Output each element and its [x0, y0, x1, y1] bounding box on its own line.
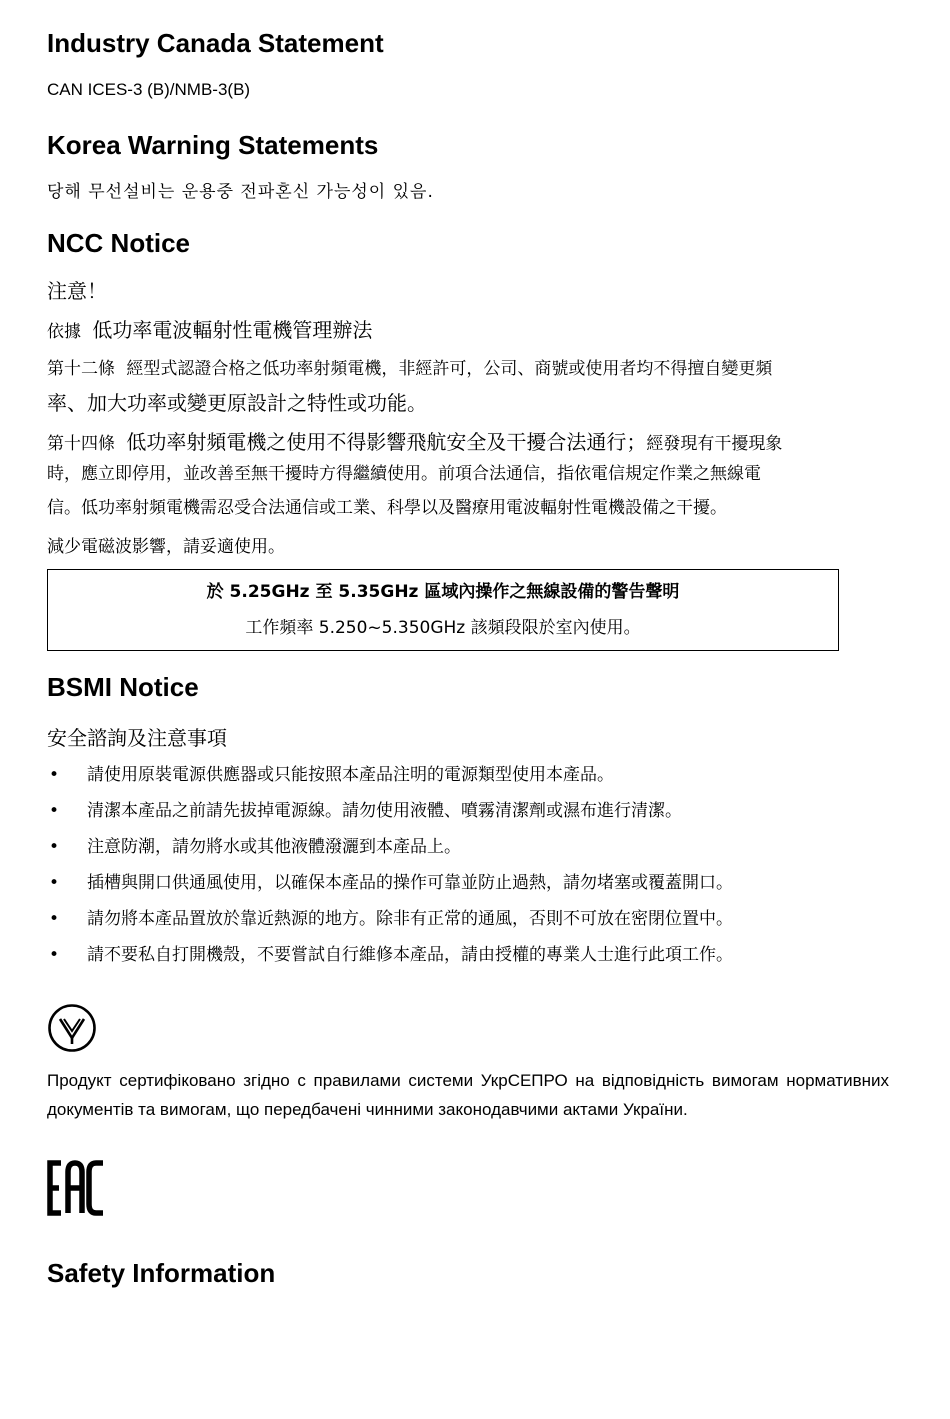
industry-canada-text: CAN ICES-3 (B)/NMB-3(B) [47, 80, 251, 99]
eac-mark-label [107, 1160, 108, 1161]
korea-text: 당해 무선설비는 운용중 전파혼신 가능성이 있음. [47, 182, 434, 202]
ncc-article12-line2: 率、加大功率或變更原設計之特性或功能。 [47, 391, 427, 415]
ncc-regulation [47, 314, 372, 347]
safety-heading: Safety Information [47, 1258, 276, 1288]
bullet-icon: • [49, 837, 60, 857]
ncc-article14-line3: 信。低功率射頻電機需忍受合法通信或工業、科學以及醫療用電波輻射性電機設備之干擾。 [47, 498, 727, 518]
list-item: • 清潔本產品之前請先拔掉電源線。請勿使用液體、噴霧清潔劑或濕布進行清潔。 [47, 793, 889, 829]
list-item: • 插槽與開口供通風使用，以確保本產品的操作可靠並防止過熱，請勿堵塞或覆蓋開口。 [47, 865, 889, 901]
eac-mark-icon [47, 1160, 107, 1216]
list-item: • 請勿將本產品置放於靠近熱源的地方。除非有正常的通風，否則不可放在密閉位置中。 [47, 901, 889, 937]
ncc-box-text: 工作頻率 5.250~5.350GHz 該頻段限於室內使用。 [245, 618, 641, 638]
ncc-reduce-text: 減少電磁波影響，請妥適使用。 [47, 537, 285, 557]
ncc-heading: NCC Notice [47, 228, 191, 258]
list-item: • 注意防潮，請勿將水或其他液體潑灑到本產品上。 [47, 829, 889, 865]
bsmi-list [47, 757, 889, 973]
bullet-icon: • [49, 801, 60, 821]
bsmi-heading: BSMI Notice [47, 672, 199, 702]
ncc-article12-head: 第十二條 [47, 359, 115, 379]
ncc-article12-line1: 第十二條 經型式認證合格之低功率射頻電機，非經許可，公司、商號或使用者均不得擅自變更頻 [47, 359, 773, 379]
ncc-article14-line2: 時，應立即停用，並改善至無干擾時方得繼續使用。前項合法通信，指依電信規定作業之無線電 [47, 464, 761, 484]
ncc-regulation-name: 低功率電波輻射性電機管理辦法 [92, 318, 373, 342]
ncc-regulation-prefix: 依據 [47, 322, 81, 342]
bullet-icon: • [49, 873, 60, 893]
ncc-article14-line1: 第十四條 低功率射頻電機之使用不得影響飛航安全及干擾合法通行；經發現有干擾現象 [47, 430, 783, 454]
ncc-warning-box [47, 569, 839, 651]
bullet-icon: • [49, 945, 60, 965]
bullet-icon: • [49, 765, 60, 785]
list-item: • 請使用原裝電源供應器或只能按照本產品注明的電源類型使用本產品。 [47, 757, 889, 793]
list-item: • 請不要私自打開機殼，不要嘗試自行維修本產品，請由授權的專業人士進行此項工作。 [47, 937, 889, 973]
bsmi-subtitle: 安全諮詢及注意事項 [47, 726, 227, 750]
ncc-article14-head: 第十四條 [47, 434, 115, 454]
korea-heading: Korea Warning Statements [47, 130, 379, 160]
bullet-icon: • [49, 909, 60, 929]
industry-canada-heading: Industry Canada Statement [47, 28, 384, 58]
ncc-box-title: 於 5.25GHz 至 5.35GHz 區域內操作之無線設備的警告聲明 [206, 582, 680, 602]
ukrsepro-mark-icon [47, 1002, 97, 1054]
ukraine-certification-text: Продукт сертифіковано згідно с правилами системи УкрСЕПРО на відповідність вимогам нормативних документів та вимогам, що передбачені чинними законодавчими актами України. [47, 1071, 889, 1119]
ncc-attention: 注意！ [47, 279, 107, 303]
